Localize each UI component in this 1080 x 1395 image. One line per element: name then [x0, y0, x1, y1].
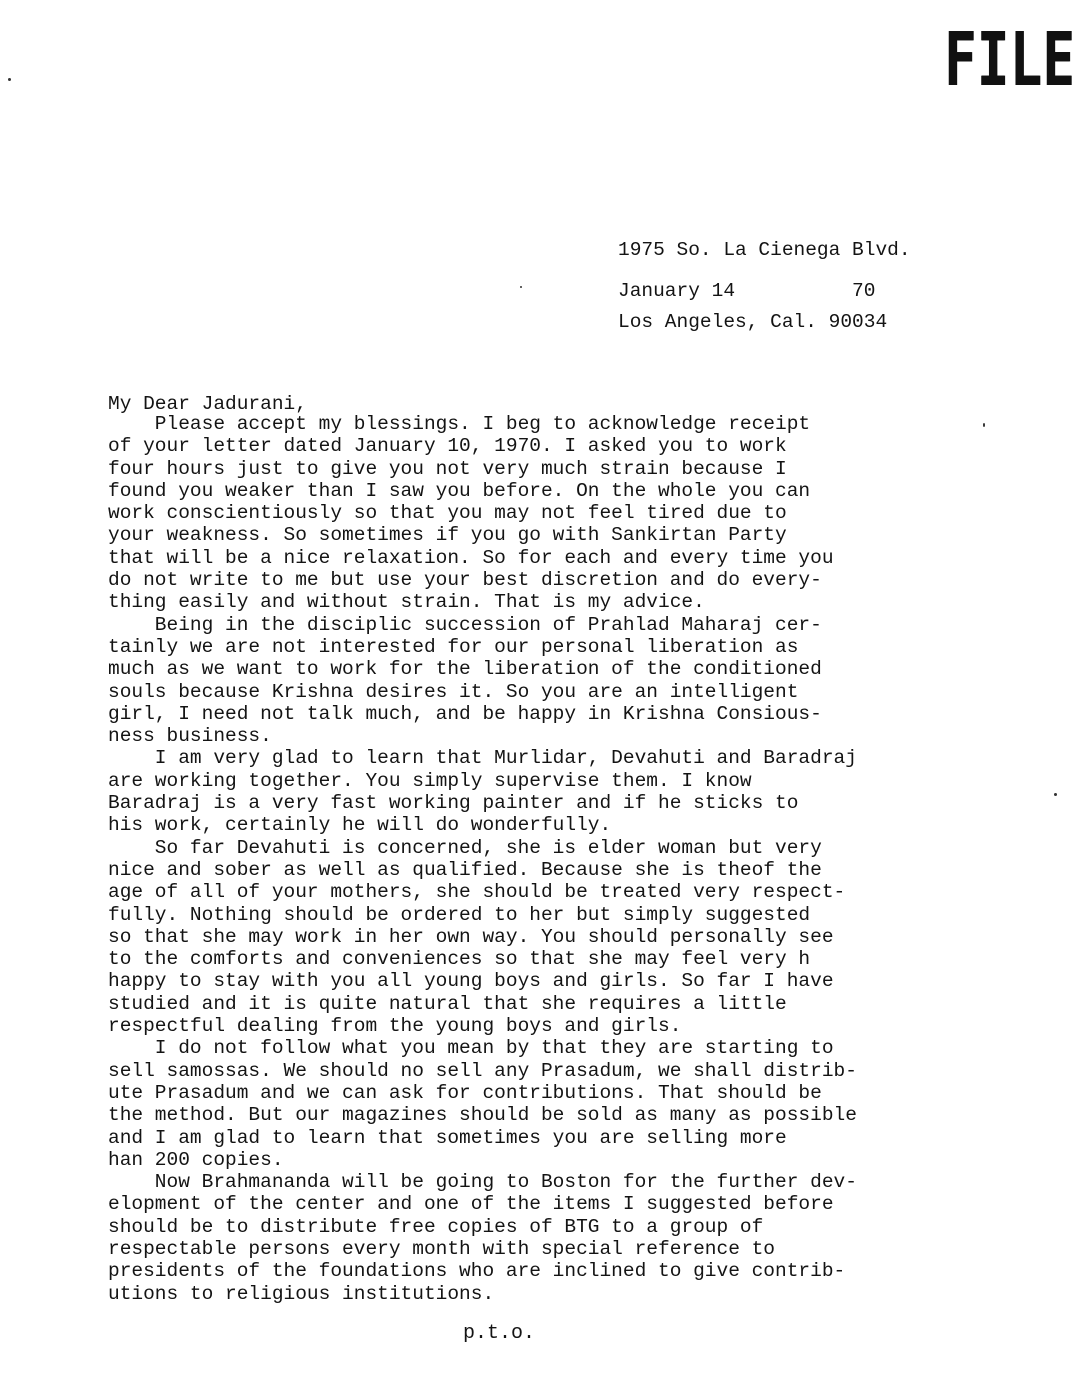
letter-line: ness business.: [108, 725, 272, 748]
letter-line: Baradraj is a very fast working painter and if he sticks to: [108, 792, 799, 815]
letter-line: studied and it is quite natural that she requires a little: [108, 992, 787, 1015]
letter-line: girl, I need not talk much, and be happy in Krishna Consious-: [108, 702, 822, 725]
letter-line: his work, certainly he will do wonderfully.: [108, 814, 612, 837]
letter-line: respectable persons every month with special reference to: [108, 1237, 776, 1260]
letter-line: elopment of the center and one of the items I suggested before: [108, 1193, 834, 1216]
letter-line: and I am glad to learn that sometimes you are selling more: [108, 1126, 787, 1149]
letter-line: ute Prasadum and we can ask for contributions. That should be: [108, 1081, 822, 1104]
letter-line: the method. But our magazines should be sold as many as possible: [108, 1104, 857, 1127]
letter-line: your weakness. So sometimes if you go with Sankirtan Party: [108, 524, 787, 547]
letter-line: that will be a nice relaxation. So for each and every time you: [108, 546, 834, 569]
letter-line: four hours just to give you not very much strain because I: [108, 457, 787, 480]
scan-speck: [983, 423, 985, 427]
letter-line: I do not follow what you mean by that they are starting to: [108, 1037, 834, 1060]
letter-line: happy to stay with you all young boys and girls. So far I have: [108, 970, 834, 993]
letter-line: found you weaker than I saw you before. On the whole you can: [108, 479, 811, 502]
letter-line: work conscientiously so that you may not feel tired due to: [108, 502, 787, 525]
salutation: My Dear Jadurani,: [108, 393, 307, 415]
letter-line: thing easily and without strain. That is my advice.: [108, 591, 705, 614]
letter-line: of your letter dated January 10, 1970. I asked you to work: [108, 435, 787, 458]
letter-line: respectful dealing from the young boys and girls.: [108, 1015, 682, 1038]
sender-address: [618, 190, 911, 358]
letter-line: utions to religious institutions.: [108, 1282, 495, 1305]
letter-line: I am very glad to learn that Murlidar, Devahuti and Baradraj: [108, 747, 857, 770]
letter-line: fully. Nothing should be ordered to her but simply suggested: [108, 903, 811, 926]
letter-line: to the comforts and conveniences so that she may feel very h: [108, 948, 811, 971]
page-turn-note: p.t.o.: [463, 1322, 536, 1345]
letter-line: so that she may work in her own way. You should personally see: [108, 925, 834, 948]
address-line-1: 1975 So. La Cienega Blvd.: [618, 239, 911, 261]
letter-line: Please accept my blessings. I beg to acknowledge receipt: [108, 413, 811, 435]
letter-line: should be to distribute free copies of BTG to a group of: [108, 1215, 764, 1238]
letter-line: souls because Krishna desires it. So you are an intelligent: [108, 680, 799, 703]
scan-speck: [1054, 793, 1057, 796]
letter-line: Being in the disciplic succession of Prahlad Maharaj cer-: [108, 613, 822, 636]
letter-line: han 200 copies.: [108, 1148, 284, 1171]
letter-line: nice and sober as well as qualified. Because she is theof the: [108, 858, 822, 881]
letter-line: sell samossas. We should no sell any Prasadum, we shall distrib-: [108, 1059, 857, 1082]
letter-line: much as we want to work for the liberation of the conditioned: [108, 658, 822, 681]
scan-speck: [8, 78, 11, 81]
letter-line: So far Devahuti is concerned, she is elder woman but very: [108, 836, 822, 859]
letter-line: do not write to me but use your best discretion and do every-: [108, 569, 822, 592]
scan-speck: [520, 286, 522, 288]
letter-line: are working together. You simply supervise them. I know: [108, 769, 752, 792]
letter-body: [108, 413, 1068, 1305]
letter-line: age of all of your mothers, she should be treated very respect-: [108, 881, 846, 904]
letter-line: tainly we are not interested for our personal liberation as: [108, 635, 799, 658]
letter-line: presidents of the foundations who are inclined to give contrib-: [108, 1260, 846, 1283]
letter-date: January 14 70: [618, 280, 876, 302]
letter-line: Now Brahmananda will be going to Boston for the further dev-: [108, 1171, 857, 1194]
file-stamp: FILE: [944, 17, 1076, 103]
address-line-2: Los Angeles, Cal. 90034: [618, 311, 888, 333]
